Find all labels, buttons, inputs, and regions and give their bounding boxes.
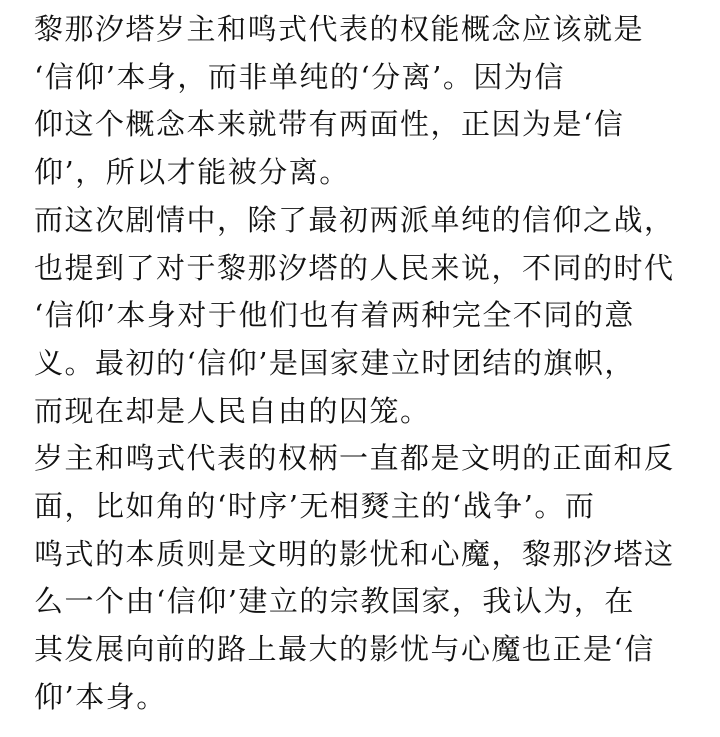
- text-line: 其发展向前的路上最大的影忧与心魔也正是‘信: [34, 632, 655, 667]
- text-line: 仰’，所以才能被分离。: [34, 155, 350, 190]
- text-line: 仰这个概念本来就带有两面性，正因为是‘信: [34, 107, 625, 142]
- text-line: 黎那汐塔岁主和鸣式代表的权能概念应该就是: [34, 12, 645, 46]
- text-line: ‘信仰’本身，而非单纯的‘分离’。因为信: [34, 59, 565, 94]
- paragraph-1: [34, 6, 700, 197]
- article-body: [34, 6, 700, 722]
- text-line: 义。最初的‘信仰’是国家建立时团结的旗帜，: [34, 345, 635, 380]
- text-line: 么一个由‘信仰’建立的宗教国家，我认为，在: [34, 584, 635, 619]
- paragraph-2: [34, 197, 700, 436]
- text-line: 面，比如角的‘时序’无相燹主的‘战争’。而: [34, 489, 596, 524]
- text-line: 岁主和鸣式代表的权柄一直都是文明的正面和反: [34, 441, 675, 476]
- text-line: ‘信仰’本身对于他们也有着两种完全不同的意: [34, 298, 635, 333]
- text-line: 也提到了对于黎那汐塔的人民来说，不同的时代: [34, 250, 675, 285]
- text-line: 而现在却是人民自由的囚笼。: [34, 393, 431, 428]
- text-line: 仰’本身。: [34, 679, 167, 714]
- paragraph-3: [34, 435, 700, 721]
- text-line: 而这次剧情中，除了最初两派单纯的信仰之战，: [34, 202, 675, 237]
- text-line: 鸣式的本质则是文明的影忧和心魔，黎那汐塔这: [34, 536, 675, 571]
